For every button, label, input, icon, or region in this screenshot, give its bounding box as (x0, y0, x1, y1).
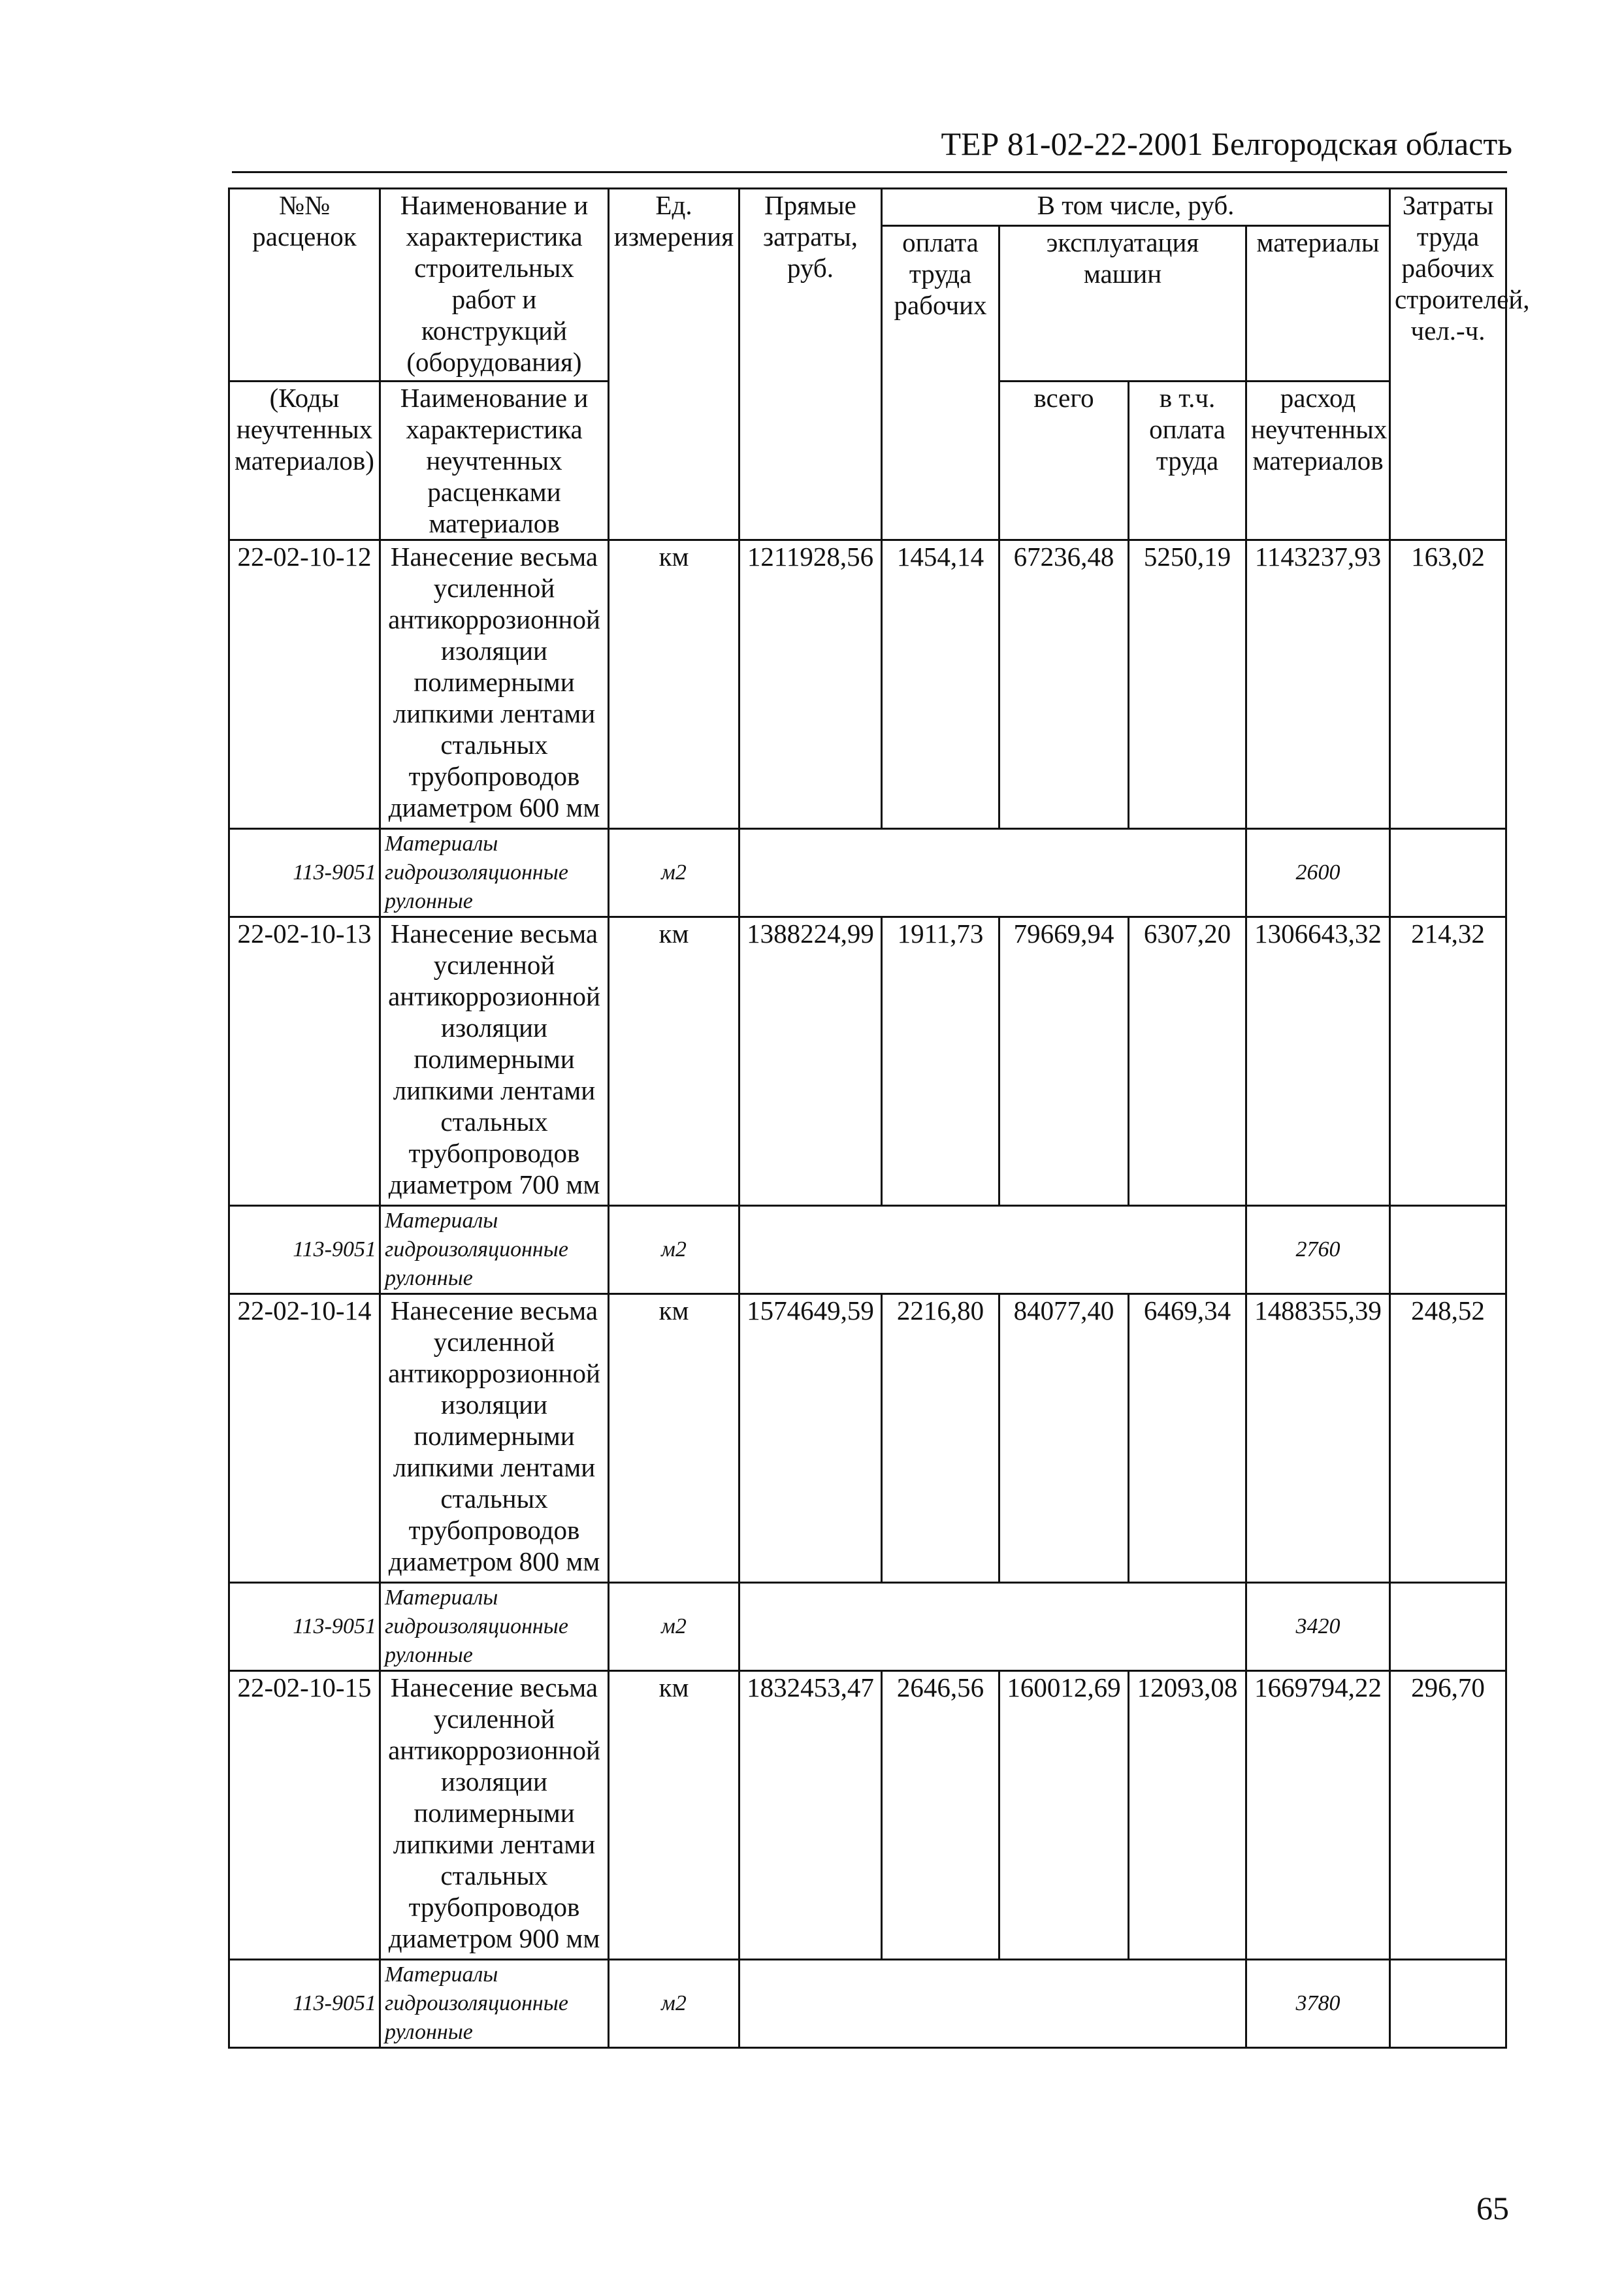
rate-labor: 296,70 (1390, 1671, 1506, 1960)
rates-table-body (229, 189, 1530, 2048)
rate-unit: км (609, 917, 739, 1206)
table-row (229, 540, 1506, 829)
material-row (229, 1583, 1506, 1671)
rate-machines-wages: 6469,34 (1129, 1294, 1246, 1583)
rate-labor: 163,02 (1390, 540, 1506, 829)
rate-name: Нанесение весьма усиленной антикоррозионной изоляции полимерными липкими лентами стальных трубопроводов диаметром 600 мм (380, 540, 609, 829)
document-header: ТЕР 81-02-22-2001 Белгородская область (941, 125, 1512, 162)
page-number: 65 (1476, 2190, 1509, 2226)
rate-direct: 1574649,59 (739, 1294, 882, 1583)
header-materials-alt: расход неучтенных материалов (1246, 382, 1390, 540)
rate-wages: 2646,56 (882, 1671, 999, 1960)
rate-code: 22-02-10-12 (229, 540, 380, 829)
material-blank (739, 829, 1246, 917)
header-machines-wages: в т.ч. оплата труда (1129, 382, 1246, 540)
material-name: Материалы гидроизоляционные рулонные (380, 829, 609, 917)
material-labor-blank (1390, 1960, 1506, 2048)
rate-labor: 214,32 (1390, 917, 1506, 1206)
header-row-1 (229, 189, 1506, 226)
rate-name: Нанесение весьма усиленной антикоррозионной изоляции полимерными липкими лентами стальных трубопроводов диаметром 700 мм (380, 917, 609, 1206)
material-name: Материалы гидроизоляционные рулонные (380, 1206, 609, 1294)
material-code: 113-9051 (229, 1960, 380, 2048)
header-materials: материалы (1246, 226, 1390, 382)
rate-materials: 1143237,93 (1246, 540, 1390, 829)
rate-wages: 2216,80 (882, 1294, 999, 1583)
rate-materials: 1306643,32 (1246, 917, 1390, 1206)
rate-name: Нанесение весьма усиленной антикоррозионной изоляции полимерными липкими лентами стальных трубопроводов диаметром 800 мм (380, 1294, 609, 1583)
material-code: 113-9051 (229, 1583, 380, 1671)
material-labor-blank (1390, 1206, 1506, 1294)
material-labor-blank (1390, 829, 1506, 917)
rate-machines-total: 84077,40 (999, 1294, 1129, 1583)
header-machines: эксплуатация машин (999, 226, 1246, 382)
rate-direct: 1211928,56 (739, 540, 882, 829)
material-code: 113-9051 (229, 829, 380, 917)
material-code: 113-9051 (229, 1206, 380, 1294)
rate-wages: 1454,14 (882, 540, 999, 829)
rate-materials: 1669794,22 (1246, 1671, 1390, 1960)
header-machines-total: всего (999, 382, 1129, 540)
rate-direct: 1832453,47 (739, 1671, 882, 1960)
rate-direct: 1388224,99 (739, 917, 882, 1206)
header-rule (232, 171, 1507, 173)
header-code-alt: (Коды неучтенных материалов) (229, 382, 380, 540)
rate-labor: 248,52 (1390, 1294, 1506, 1583)
material-amount: 3780 (1246, 1960, 1390, 2048)
rate-unit: км (609, 1294, 739, 1583)
rates-table (228, 187, 1530, 2049)
header-labor: Затраты труда рабочих строителей, чел.-ч. (1390, 189, 1506, 540)
rate-unit: км (609, 540, 739, 829)
rate-materials: 1488355,39 (1246, 1294, 1390, 1583)
rate-code: 22-02-10-15 (229, 1671, 380, 1960)
header-name-alt: Наименование и характеристика неучтенных расценками материалов (380, 382, 609, 540)
table-row (229, 1294, 1506, 1583)
table-row (229, 1671, 1506, 1960)
header-name: Наименование и характеристика строительных работ и конструкций (оборудования) (380, 189, 609, 382)
material-row (229, 1960, 1506, 2048)
material-blank (739, 1583, 1246, 1671)
material-row (229, 1206, 1506, 1294)
material-name: Материалы гидроизоляционные рулонные (380, 1960, 609, 2048)
rate-machines-wages: 5250,19 (1129, 540, 1246, 829)
material-blank (739, 1206, 1246, 1294)
material-amount: 2600 (1246, 829, 1390, 917)
header-wages: оплата труда рабочих (882, 226, 999, 540)
material-unit: м2 (609, 1206, 739, 1294)
material-name: Материалы гидроизоляционные рулонные (380, 1583, 609, 1671)
rate-machines-wages: 6307,20 (1129, 917, 1246, 1206)
rate-machines-total: 160012,69 (999, 1671, 1129, 1960)
rate-wages: 1911,73 (882, 917, 999, 1206)
material-unit: м2 (609, 1960, 739, 2048)
rate-name: Нанесение весьма усиленной антикоррозионной изоляции полимерными липкими лентами стальных трубопроводов диаметром 900 мм (380, 1671, 609, 1960)
header-direct: Прямые затраты, руб. (739, 189, 882, 540)
rate-code: 22-02-10-14 (229, 1294, 380, 1583)
material-blank (739, 1960, 1246, 2048)
rate-unit: км (609, 1671, 739, 1960)
material-unit: м2 (609, 829, 739, 917)
rate-code: 22-02-10-13 (229, 917, 380, 1206)
material-amount: 3420 (1246, 1583, 1390, 1671)
header-including: В том числе, руб. (882, 189, 1390, 226)
material-unit: м2 (609, 1583, 739, 1671)
material-amount: 2760 (1246, 1206, 1390, 1294)
header-unit: Ед. измерения (609, 189, 739, 540)
material-labor-blank (1390, 1583, 1506, 1671)
rate-machines-wages: 12093,08 (1129, 1671, 1246, 1960)
rate-machines-total: 67236,48 (999, 540, 1129, 829)
rate-machines-total: 79669,94 (999, 917, 1129, 1206)
table-row (229, 917, 1506, 1206)
material-row (229, 829, 1506, 917)
header-code: №№ расценок (229, 189, 380, 382)
